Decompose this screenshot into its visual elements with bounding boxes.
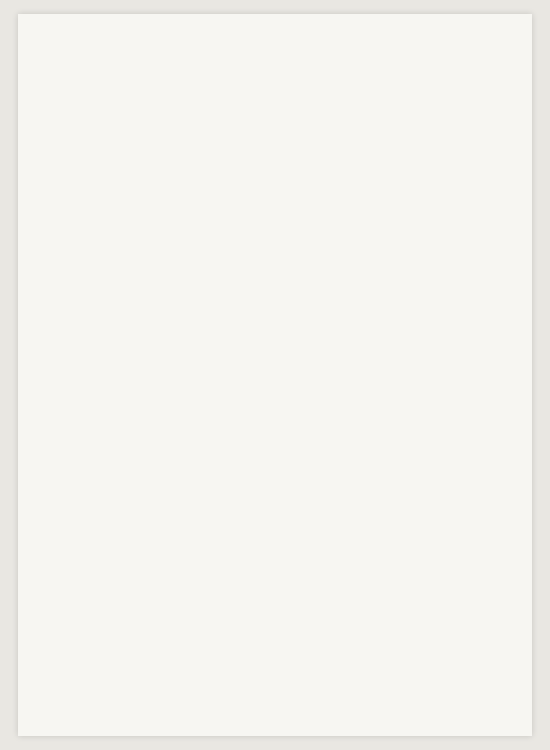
exam-content bbox=[72, 114, 492, 118]
exam-page bbox=[18, 14, 532, 736]
